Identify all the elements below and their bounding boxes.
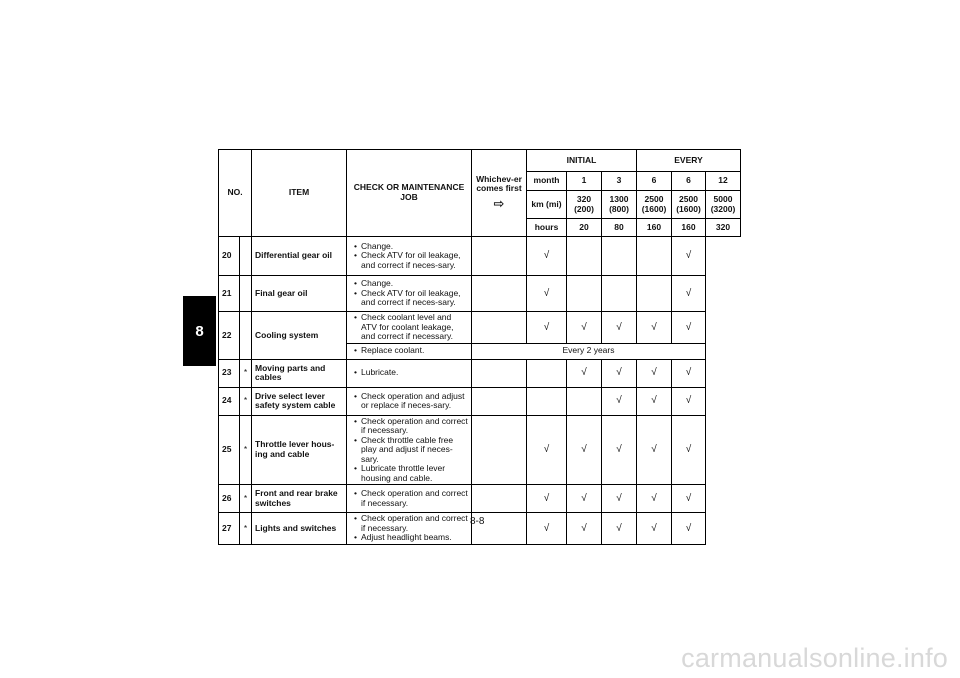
check-mark: √ — [527, 415, 567, 485]
arrow-right-icon: ⇨ — [493, 195, 505, 211]
header-every: EVERY — [637, 150, 741, 172]
header-km-label: km (mi) — [527, 191, 567, 219]
check-mark: √ — [527, 276, 567, 312]
km-cell: 2500 (1600) — [637, 191, 672, 219]
hours-cell: 320 — [706, 219, 741, 237]
job-line: • Adjust headlight beams. — [351, 533, 468, 543]
row-star: * — [240, 415, 252, 485]
row-star: * — [240, 359, 252, 387]
row-number: 27 — [219, 513, 240, 545]
km-cell: 1300 (800) — [602, 191, 637, 219]
check-mark: √ — [527, 513, 567, 545]
check-mark: √ — [672, 513, 706, 545]
km-cell: 2500 (1600) — [672, 191, 706, 219]
job-line: • Lubricate. — [351, 368, 468, 378]
check-mark: √ — [567, 312, 602, 344]
table-row — [219, 387, 741, 415]
row-item: Cooling system — [252, 312, 347, 360]
check-mark: √ — [672, 415, 706, 485]
job-line: • Replace coolant. — [351, 346, 468, 356]
row-number: 26 — [219, 485, 240, 513]
check-mark: √ — [527, 312, 567, 344]
check-mark: √ — [672, 312, 706, 344]
row-job — [347, 415, 472, 485]
hours-cell: 20 — [567, 219, 602, 237]
row-star — [240, 237, 252, 276]
row-number: 21 — [219, 276, 240, 312]
row-item: Drive select lever safety system cable — [252, 387, 347, 415]
check-mark: √ — [602, 359, 637, 387]
check-mark: √ — [567, 513, 602, 545]
table-row — [219, 237, 741, 276]
row-job — [347, 485, 472, 513]
check-mark: √ — [672, 387, 706, 415]
check-mark: √ — [672, 276, 706, 312]
watermark: carmanualsonline.info — [681, 643, 948, 673]
check-mark: √ — [567, 485, 602, 513]
check-mark: √ — [567, 415, 602, 485]
check-mark: √ — [672, 359, 706, 387]
check-mark: √ — [602, 485, 637, 513]
row-job — [347, 312, 472, 344]
row-number: 24 — [219, 387, 240, 415]
chapter-tab-label: 8 — [195, 322, 204, 340]
row-item: Throttle lever hous-ing and cable — [252, 415, 347, 485]
hours-cell: 80 — [602, 219, 637, 237]
check-mark: √ — [637, 415, 672, 485]
row-job — [347, 359, 472, 387]
check-mark: √ — [567, 359, 602, 387]
check-mark: √ — [637, 387, 672, 415]
header-hours-label: hours — [527, 219, 567, 237]
check-mark: √ — [602, 387, 637, 415]
header-initial: INITIAL — [527, 150, 637, 172]
header-month-label: month — [527, 172, 567, 191]
row-number: 23 — [219, 359, 240, 387]
check-mark: √ — [527, 485, 567, 513]
row-item: Lights and switches — [252, 513, 347, 545]
row-number: 20 — [219, 237, 240, 276]
job-line: • Check operation and correct if necessary. — [351, 489, 468, 508]
row-star — [240, 312, 252, 360]
row-job — [347, 237, 472, 276]
check-mark: √ — [637, 359, 672, 387]
check-mark: √ — [602, 415, 637, 485]
table-row — [219, 415, 741, 485]
check-mark: √ — [637, 513, 672, 545]
row-job — [347, 513, 472, 545]
row-star: * — [240, 485, 252, 513]
row-job — [347, 387, 472, 415]
job-line: • Check operation and correct if necessary. — [351, 417, 468, 436]
job-line: • Lubricate throttle lever housing and cable. — [351, 464, 468, 483]
job-line: • Change. — [351, 242, 468, 252]
job-line: • Check coolant level and ATV for coolant leakage, and correct if necessary. — [351, 313, 468, 342]
row-item: Differential gear oil — [252, 237, 347, 276]
row-number: 22 — [219, 312, 240, 360]
table-row — [219, 485, 741, 513]
job-line: • Check operation and adjust or replace if neces-sary. — [351, 392, 468, 411]
table-row — [219, 359, 741, 387]
row-star: * — [240, 387, 252, 415]
header-item: ITEM — [252, 150, 347, 237]
row-number: 25 — [219, 415, 240, 485]
month-cell: 6 — [637, 172, 672, 191]
month-cell: 12 — [706, 172, 741, 191]
job-line: • Check throttle cable free play and adjust if neces-sary. — [351, 436, 468, 465]
km-cell: 5000 (3200) — [706, 191, 741, 219]
row-job — [347, 276, 472, 312]
page-number: 8-8 — [470, 516, 485, 527]
job-line: • Check ATV for oil leakage, and correct if neces-sary. — [351, 251, 468, 270]
row-item: Final gear oil — [252, 276, 347, 312]
table-row — [219, 276, 741, 312]
check-mark: √ — [602, 513, 637, 545]
header-job: CHECK OR MAINTENANCE JOB — [347, 150, 472, 237]
job-line: • Check ATV for oil leakage, and correct if neces-sary. — [351, 289, 468, 308]
header-no: NO. — [219, 150, 252, 237]
header-whichever — [472, 150, 527, 237]
row-star: * — [240, 513, 252, 545]
job-line: • Change. — [351, 279, 468, 289]
check-mark: √ — [672, 237, 706, 276]
row-job — [347, 343, 472, 359]
km-cell: 320 (200) — [567, 191, 602, 219]
row-item: Front and rear brake switches — [252, 485, 347, 513]
month-cell: 6 — [672, 172, 706, 191]
month-cell: 1 — [567, 172, 602, 191]
header-whichever-text: Whichev-er comes first — [476, 173, 522, 194]
check-mark: √ — [637, 312, 672, 344]
check-mark: √ — [527, 237, 567, 276]
check-mark: √ — [672, 485, 706, 513]
check-mark: √ — [602, 312, 637, 344]
hours-cell: 160 — [672, 219, 706, 237]
job-line: • Check operation and correct if necessary. — [351, 514, 468, 533]
chapter-tab — [183, 296, 216, 366]
every-2-years: Every 2 years — [472, 343, 706, 359]
month-cell: 3 — [602, 172, 637, 191]
check-mark: √ — [637, 485, 672, 513]
table-row — [219, 312, 741, 344]
row-item: Moving parts and cables — [252, 359, 347, 387]
row-star — [240, 276, 252, 312]
hours-cell: 160 — [637, 219, 672, 237]
maintenance-table — [218, 149, 741, 545]
